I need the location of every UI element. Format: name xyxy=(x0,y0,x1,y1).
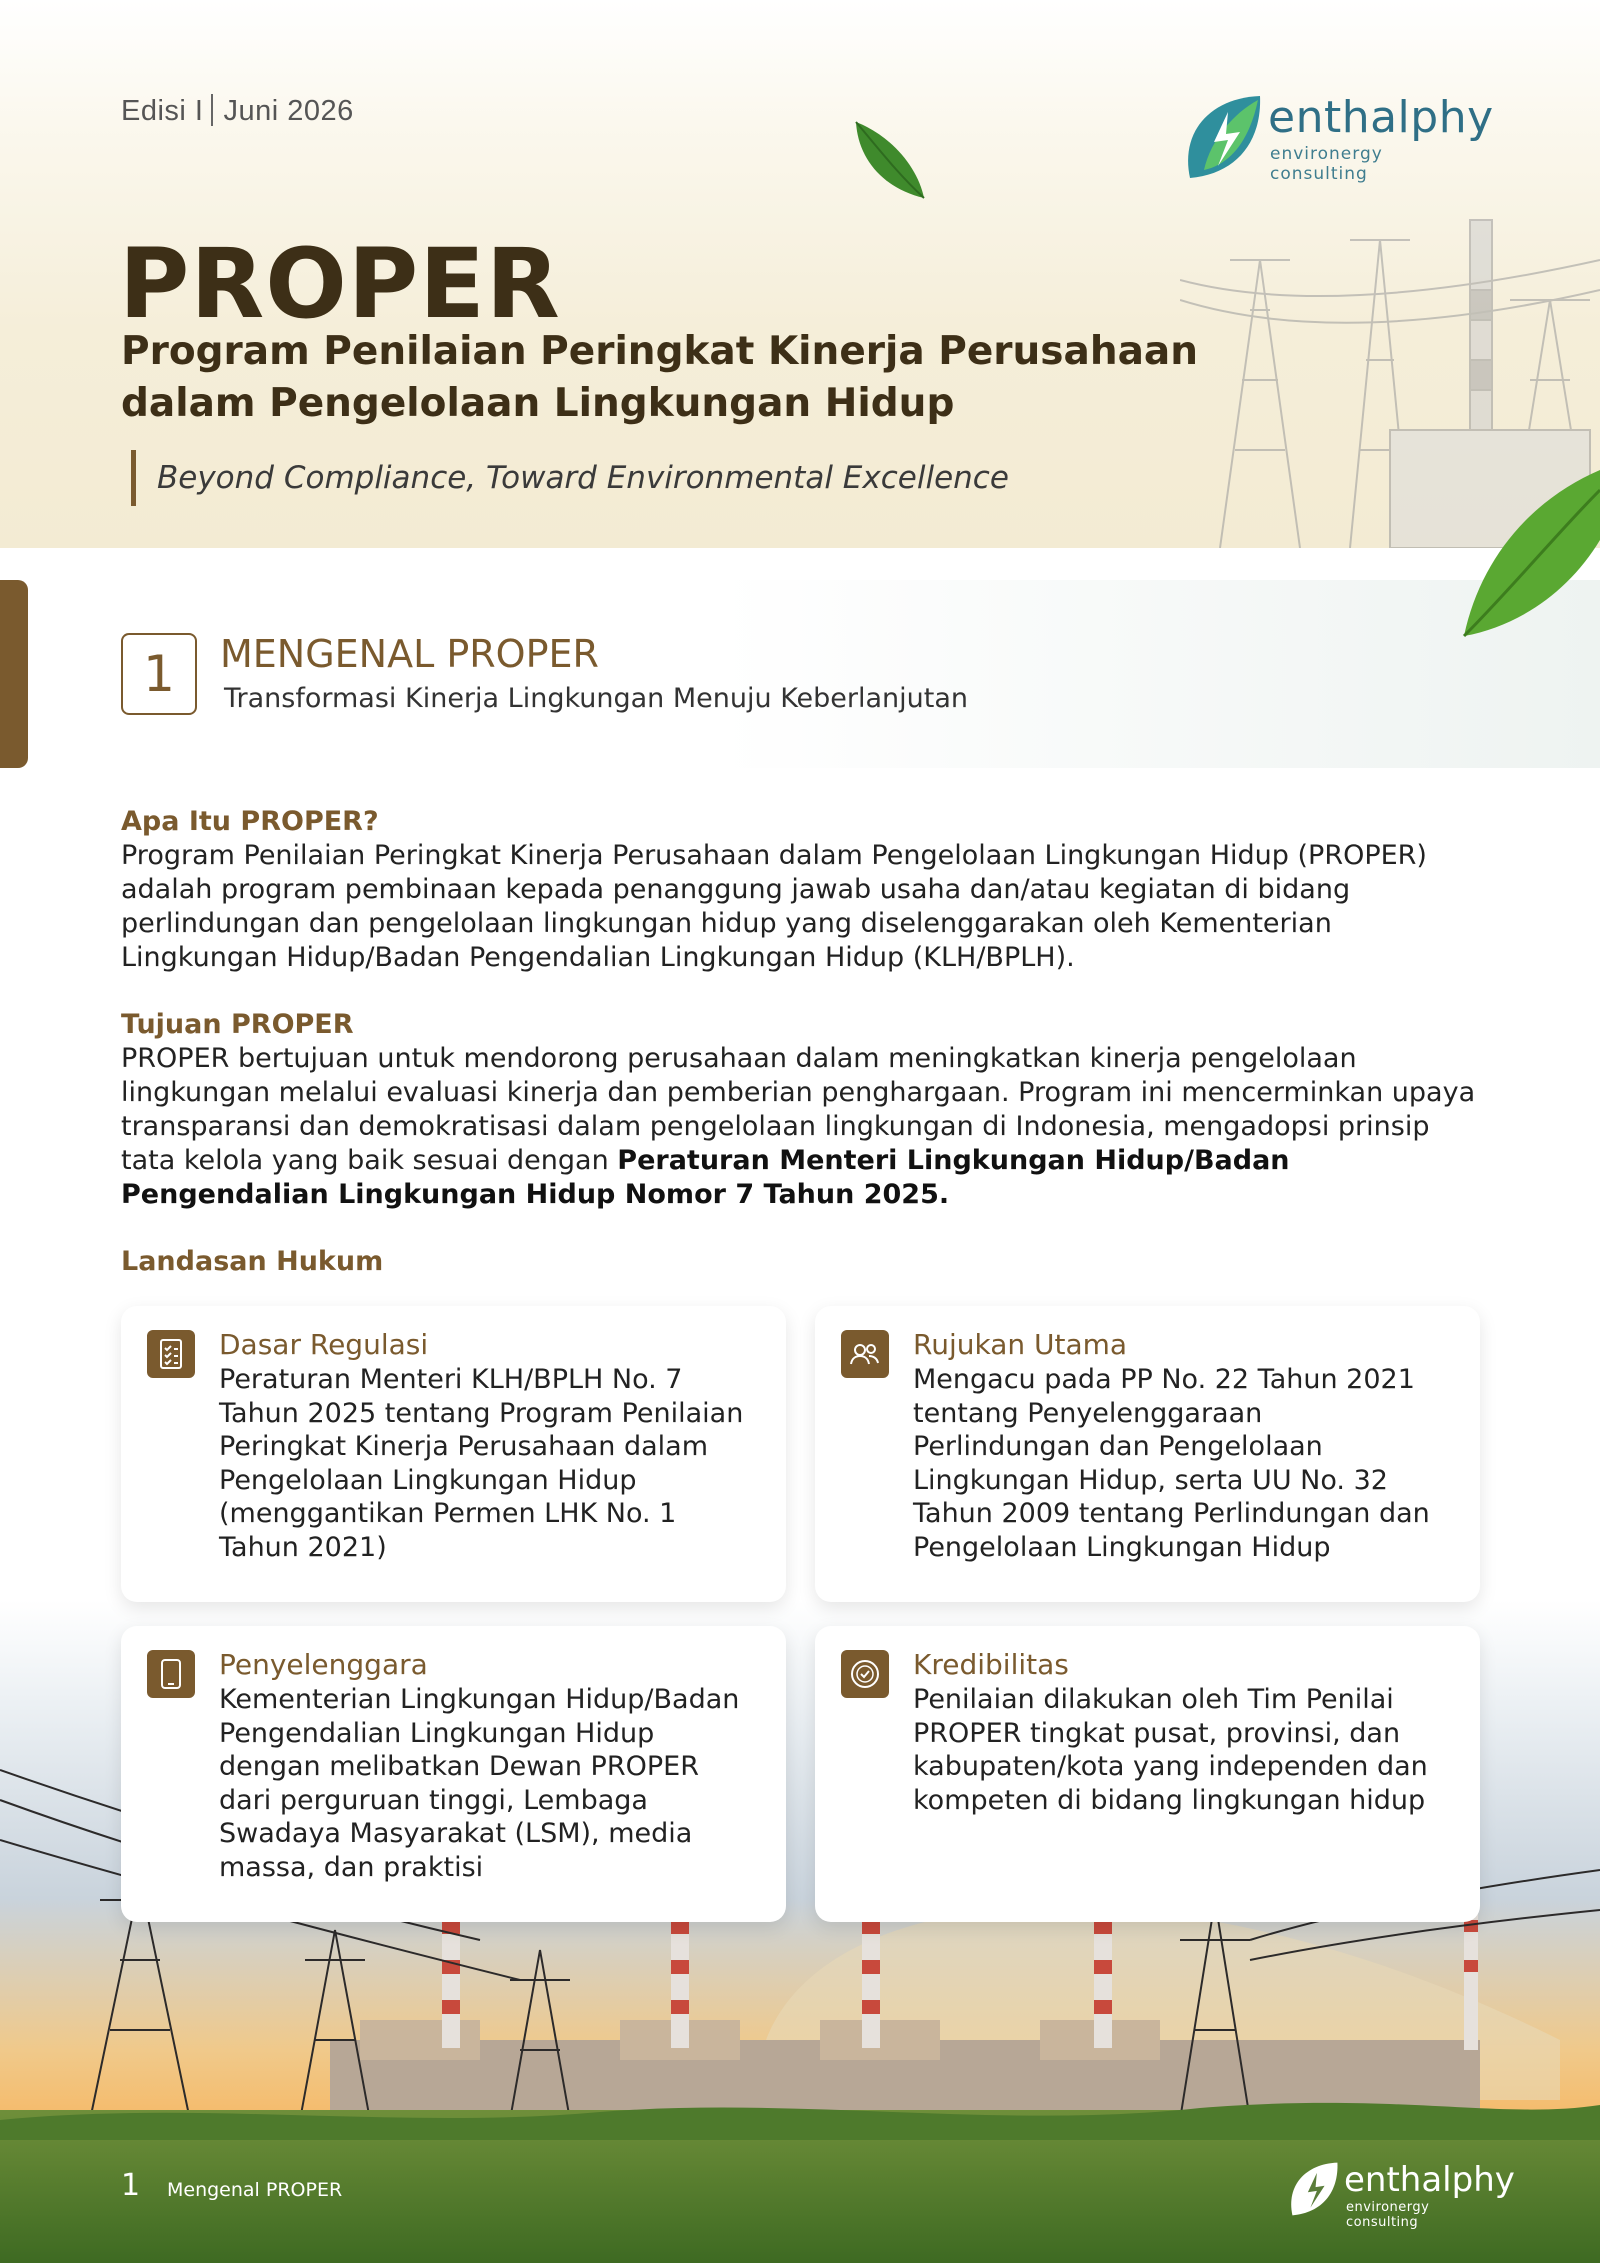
leaf-bolt-logo-icon xyxy=(1180,92,1264,182)
legal-heading: Landasan Hukum xyxy=(121,1246,384,1277)
tagline: Beyond Compliance, Toward Environmental Excellence xyxy=(157,460,1009,496)
goal-text-regulation: Peraturan Menteri Lingkungan Hidup/Badan Pengendalian Lingkungan Hidup Nomor 7 Tahun 2025. xyxy=(121,1145,1290,1210)
logo-tagline: environergy consulting xyxy=(1270,144,1383,184)
page-title: PROPER xyxy=(119,228,561,340)
edition-number: Edisi I xyxy=(121,95,204,127)
leaf-decoration-icon xyxy=(848,118,928,202)
goal-heading: Tujuan PROPER xyxy=(121,1009,354,1040)
page-header xyxy=(0,0,1600,548)
goal-text xyxy=(121,1042,1481,1212)
card-body: Mengacu pada PP No. 22 Tahun 2021 tentang Penyelenggaraan Perlindungan dan Pengelolaan Lingkungan Hidup, serta UU No. 32 Tahun 2009 tentang Perlindungan dan Pengelolaan Lingkungan Hidup xyxy=(913,1364,1430,1563)
edition-date: Juni 2026 xyxy=(223,95,354,127)
what-heading: Apa Itu PROPER? xyxy=(121,806,379,837)
footer-logo-tagline: environergy consulting xyxy=(1346,2200,1430,2230)
page-subtitle xyxy=(121,326,1221,430)
leaf-bolt-logo-icon xyxy=(1286,2160,1340,2218)
section-subtitle: Transformasi Kinerja Lingkungan Menuju Keberlanjutan xyxy=(224,683,969,714)
subtitle-line-1: Program Penilaian Peringkat Kinerja Perusahaan xyxy=(121,329,1198,374)
section-title: MENGENAL PROPER xyxy=(220,632,599,676)
card-title: Rujukan Utama xyxy=(913,1328,1128,1361)
card-title: Dasar Regulasi xyxy=(219,1328,429,1361)
card-kredibilitas xyxy=(815,1626,1480,1922)
card-rujukan-utama xyxy=(815,1306,1480,1602)
legal-basis-block xyxy=(121,1246,1481,1279)
card-body: Penilaian dilakukan oleh Tim Penilai PROPER tingkat pusat, provinsi, dan kabupaten/kota yang independen dan kompeten di bidang lingkungan hidup xyxy=(913,1684,1428,1816)
section-number: 1 xyxy=(121,633,197,715)
tagline-accent-bar xyxy=(131,450,136,506)
leaf-decoration-icon xyxy=(1460,470,1600,640)
goal-text-regular: PROPER bertujuan untuk mendorong perusahaan dalam meningkatkan kinerja pengelolaan lingkungan melalui evaluasi kinerja dan pemberian penghargaan. Program ini mencerminkan upaya transparansi dan demokratisasi dalam pengelolaan lingkungan di Indonesia, mengadopsi prinsip tata kelola yang baik sesuai dengan xyxy=(121,1043,1476,1176)
card-penyelenggara xyxy=(121,1626,786,1922)
footer-logo-wordmark: enthalphy xyxy=(1344,2160,1515,2200)
logo-wordmark: enthalphy xyxy=(1268,92,1494,143)
subtitle-line-2: dalam Pengelolaan Lingkungan Hidup xyxy=(121,381,955,426)
what-is-proper-block xyxy=(121,806,1481,975)
what-text: Program Penilaian Peringkat Kinerja Perusahaan dalam Pengelolaan Lingkungan Hidup (PROPER) adalah program pembinaan kepada penanggung jawab usaha dan/atau kegiatan di bidang perlindungan dan pengelolaan lingkungan hidup yang diselenggarakan oleh Kementerian Lingkungan Hidup/Badan Pengendalian Lingkungan Hidup (KLH/BPLH). xyxy=(121,840,1427,973)
card-body: Kementerian Lingkungan Hidup/Badan Pengendalian Lingkungan Hidup dengan melibatkan Dewan PROPER dari perguruan tinggi, Lembaga Swadaya Masyarakat (LSM), media massa, dan praktisi xyxy=(219,1684,740,1883)
card-title: Kredibilitas xyxy=(913,1648,1069,1681)
footer-section-label: Mengenal PROPER xyxy=(167,2179,343,2201)
page-number: 1 xyxy=(121,2168,141,2203)
section-side-tab xyxy=(0,580,28,768)
card-body: Peraturan Menteri KLH/BPLH No. 7 Tahun 2025 tentang Program Penilaian Peringkat Kinerja Perusahaan dalam Pengelolaan Lingkungan Hidup (menggantikan Permen LHK No. 1 Tahun 2021) xyxy=(219,1364,744,1563)
footer-logo xyxy=(1286,2160,1515,2230)
card-dasar-regulasi xyxy=(121,1306,786,1602)
proper-goal-block xyxy=(121,1009,1481,1212)
company-logo xyxy=(1180,92,1494,184)
edition-label xyxy=(121,94,354,128)
checklist-document-icon xyxy=(147,1330,195,1378)
users-icon xyxy=(841,1330,889,1378)
tablet-icon xyxy=(147,1650,195,1698)
badge-check-icon xyxy=(841,1650,889,1698)
card-title: Penyelenggara xyxy=(219,1648,428,1681)
edition-divider xyxy=(211,94,213,126)
